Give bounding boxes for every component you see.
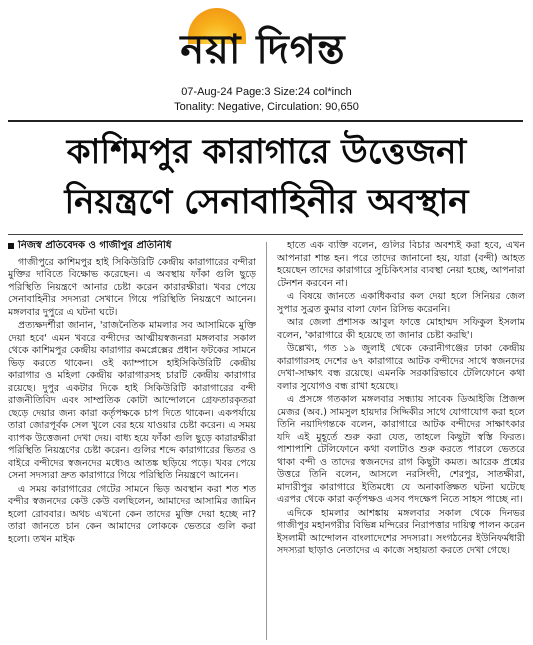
paragraph: হাতে এক ব্যক্তি বলেন, গুলির বিচার অবশ্যই করা হবে, এখন আপনারা শান্ত হন। পরে তাদের জানানো হয়, যারা (বন্দী) আহত হয়েছেন তাদের কারাগারে সুচিকিৎসার ব্যবস্থা নেয়া হচ্ছে, আপনারা টেনশন করবেন না। xyxy=(277,240,526,289)
article-column-left xyxy=(8,240,256,640)
clipping-meta-line1: 07-Aug-24 Page:3 Size:24 col*inch xyxy=(181,86,352,98)
headline-line1: কাশিমপুর কারাগারে উত্তেজনা xyxy=(66,132,467,172)
clipping-meta-line2: Tonality: Negative, Circulation: 90,650 xyxy=(174,101,359,113)
paragraph: প্রত্যক্ষদর্শীরা জানান, 'রাজনৈতিক মামলার সব আসামিকে মুক্তি দেয়া হবে' এমন খবরে বন্দীদের আত্মীয়স্বজনরা মঙ্গলবার সকাল থেকে কাশিমপুর কেন্দ্রীয় কারাগার কমপ্লেক্সের প্রধান ফটকের সামনে ভিড় করতে থাকেন। ওই ক্যাম্পাসে হাইসিকিউরিটি কেন্দ্রীয় কারাগার ও মহিলা কেন্দ্রীয় কারাগারসহ চারটি কেন্দ্রীয় কারাগার রয়েছে। দুপুর একটার দিকে হাই সিকিউরিটি কারাগারের বন্দী রাজনীতিবিদ এবং সাম্প্রতিক কোটা আন্দোলনে গ্রেফতারকৃতরা ছেড়ে দেয়ার জন্য কারা কর্তৃপক্ষকে চাপ দিতে থাকেন। একপর্যায়ে তারা জোরপূর্বক সেল খুলে বের হয়ে যাওয়ার চেষ্টা করেন। এ সময় ব্যাপক উত্তেজনা দেখা দেয়। বাধ্য হয়ে ফাঁকা গুলি ছুড়ে কারারক্ষীরা পরিস্থিতি নিয়ন্ত্রণের চেষ্টা করেন। গুলির শব্দে কারাগারের ভিতর ও বাইরে বন্দীদের স্বজনদের মধ্যেও আতঙ্ক ছড়িয়ে পড়ে। খবর পেয়ে সেনা সদস্যরা দ্রুত কারাগারে গিয়ে পরিস্থিতি নিয়ন্ত্রণে আনেন। xyxy=(8,320,257,481)
article-body xyxy=(8,240,525,640)
paragraph: এ বিষয়ে জানতে একাধিকবার কল দেয়া হলে সিনিয়র জেল সুপার সুব্রত কুমার বালা ফোন রিসিভ করেননি। xyxy=(277,291,526,315)
masthead xyxy=(0,0,533,80)
headline-divider xyxy=(8,234,523,235)
paragraph: এ প্রসঙ্গে গতকাল মঙ্গলবার সন্ধ্যায় সাবেক ডিআইজি প্রিজন্স মেজর (অব.) সামসুল হায়দার সিদ্দিকীর সাথে যোগাযোগ করা হলে তিনি নয়াদিগন্তকে বলেন, কারাগারে আটক বন্দীদের সাক্ষাৎকার যদি এই মুহূর্তে শুরু করা যেত, তাহলে কিছুটা স্বস্তি ফিরত। পাশাপাশি টেলিফোনে কথা বলাটাও শুরু করতে পারলে ভেতরে থাকা বন্দী ও তাদের স্বজনদের রাগ কিছুটা কমত। আরেক প্রশ্নের উত্তরে তিনি বলেন, আসলে নরসিংদী, শেরপুর, সাতক্ষীরা, মাদারীপুর কারাগারে ইতিমধ্যে যে অনাকাঙ্ক্ষিত ঘটনা ঘটেছে এরপর থেকে কারা কর্তৃপক্ষও এসব পদক্ষেপ নিতে সাহস পাচ্ছে না। xyxy=(277,394,526,505)
paragraph: উল্লেখ্য, গত ১৯ জুলাই থেকে কেরানীগঞ্জের ঢাকা কেন্দ্রীয় কারাগারসহ দেশের ৬৭ কারাগারে আটক বন্দীদের সাথে স্বজনদের দেখা-সাক্ষাৎ বন্ধ রয়েছে। এমনকি সরকারিভাবে টেলিফোনে কথা বলার সুযোগও বন্ধ রাখা হয়েছে। xyxy=(277,343,526,392)
logo-text: নয়া দিগন্ত xyxy=(180,26,346,73)
paragraph: গাজীপুরে কাশিমপুর হাই সিকিউরিটি কেন্দ্রীয় কারাগারের বন্দীরা মুক্তির দাবিতে বিক্ষোভ করেছেন। এ অবস্থায় ফাঁকা গুলি ছুড়ে পরিস্থিতি নিয়ন্ত্রণে আনার চেষ্টা করেন কারারক্ষীরা। খবর পেয়ে সেনাবাহিনীর সদস্যরা সেখানে গিয়ে পরিস্থিতি নিয়ন্ত্রণে আনেন। মঙ্গলবার দুপুরে এ ঘটনা ঘটে। xyxy=(8,256,257,318)
paragraph: আর জেলা প্রশাসক আবুল ফাত্তে মোহাম্মদ সফিকুল ইসলাম বলেন, 'কারাগারে কী হয়েছে তা জানার চেষ্টা করছি'। xyxy=(277,317,526,341)
article-column-right xyxy=(277,240,525,640)
top-divider xyxy=(8,120,523,122)
headline-line2: নিয়ন্ত্রণে সেনাবাহিনীর অবস্থান xyxy=(64,182,469,222)
byline xyxy=(8,240,256,253)
byline-text: নিজস্ব প্রতিবেদক ও গাজীপুর প্রতিনিধি xyxy=(18,240,172,251)
paragraph: এদিকে হামলার আশঙ্কায় মঙ্গলবার সকাল থেকে দিনভর গাজীপুর মহানগরীর বিভিন্ন মন্দিরের নিরাপত্তার দায়িত্ব পালন করেন ইসলামী আন্দোলন বাংলাদেশের সদস্যরা। সংগঠনের ইউনিফর্মধারী সদস্যরা ছাড়াও নেতাদের এ কাজে সহায়তা করতে দেখা গেছে। xyxy=(277,507,526,556)
paragraph: এ সময় কারাগারের গেটের সামনে ভিড় অবস্থান করা শত শত বন্দীর স্বজনদের কেউ কেউ বলছিলেন, আমাদের আসামির জামিন হলো রোববার। অথচ এখনো কেন তাদের মুক্তি দেয়া হচ্ছে না? তারা জানতে চান কেন আমাদের লোককে ভেতরে গুলি করা হলো। তখন মাইক xyxy=(8,483,257,545)
byline-bullet-icon xyxy=(8,243,14,249)
newspaper-logo xyxy=(128,4,398,72)
column-divider xyxy=(266,242,267,640)
